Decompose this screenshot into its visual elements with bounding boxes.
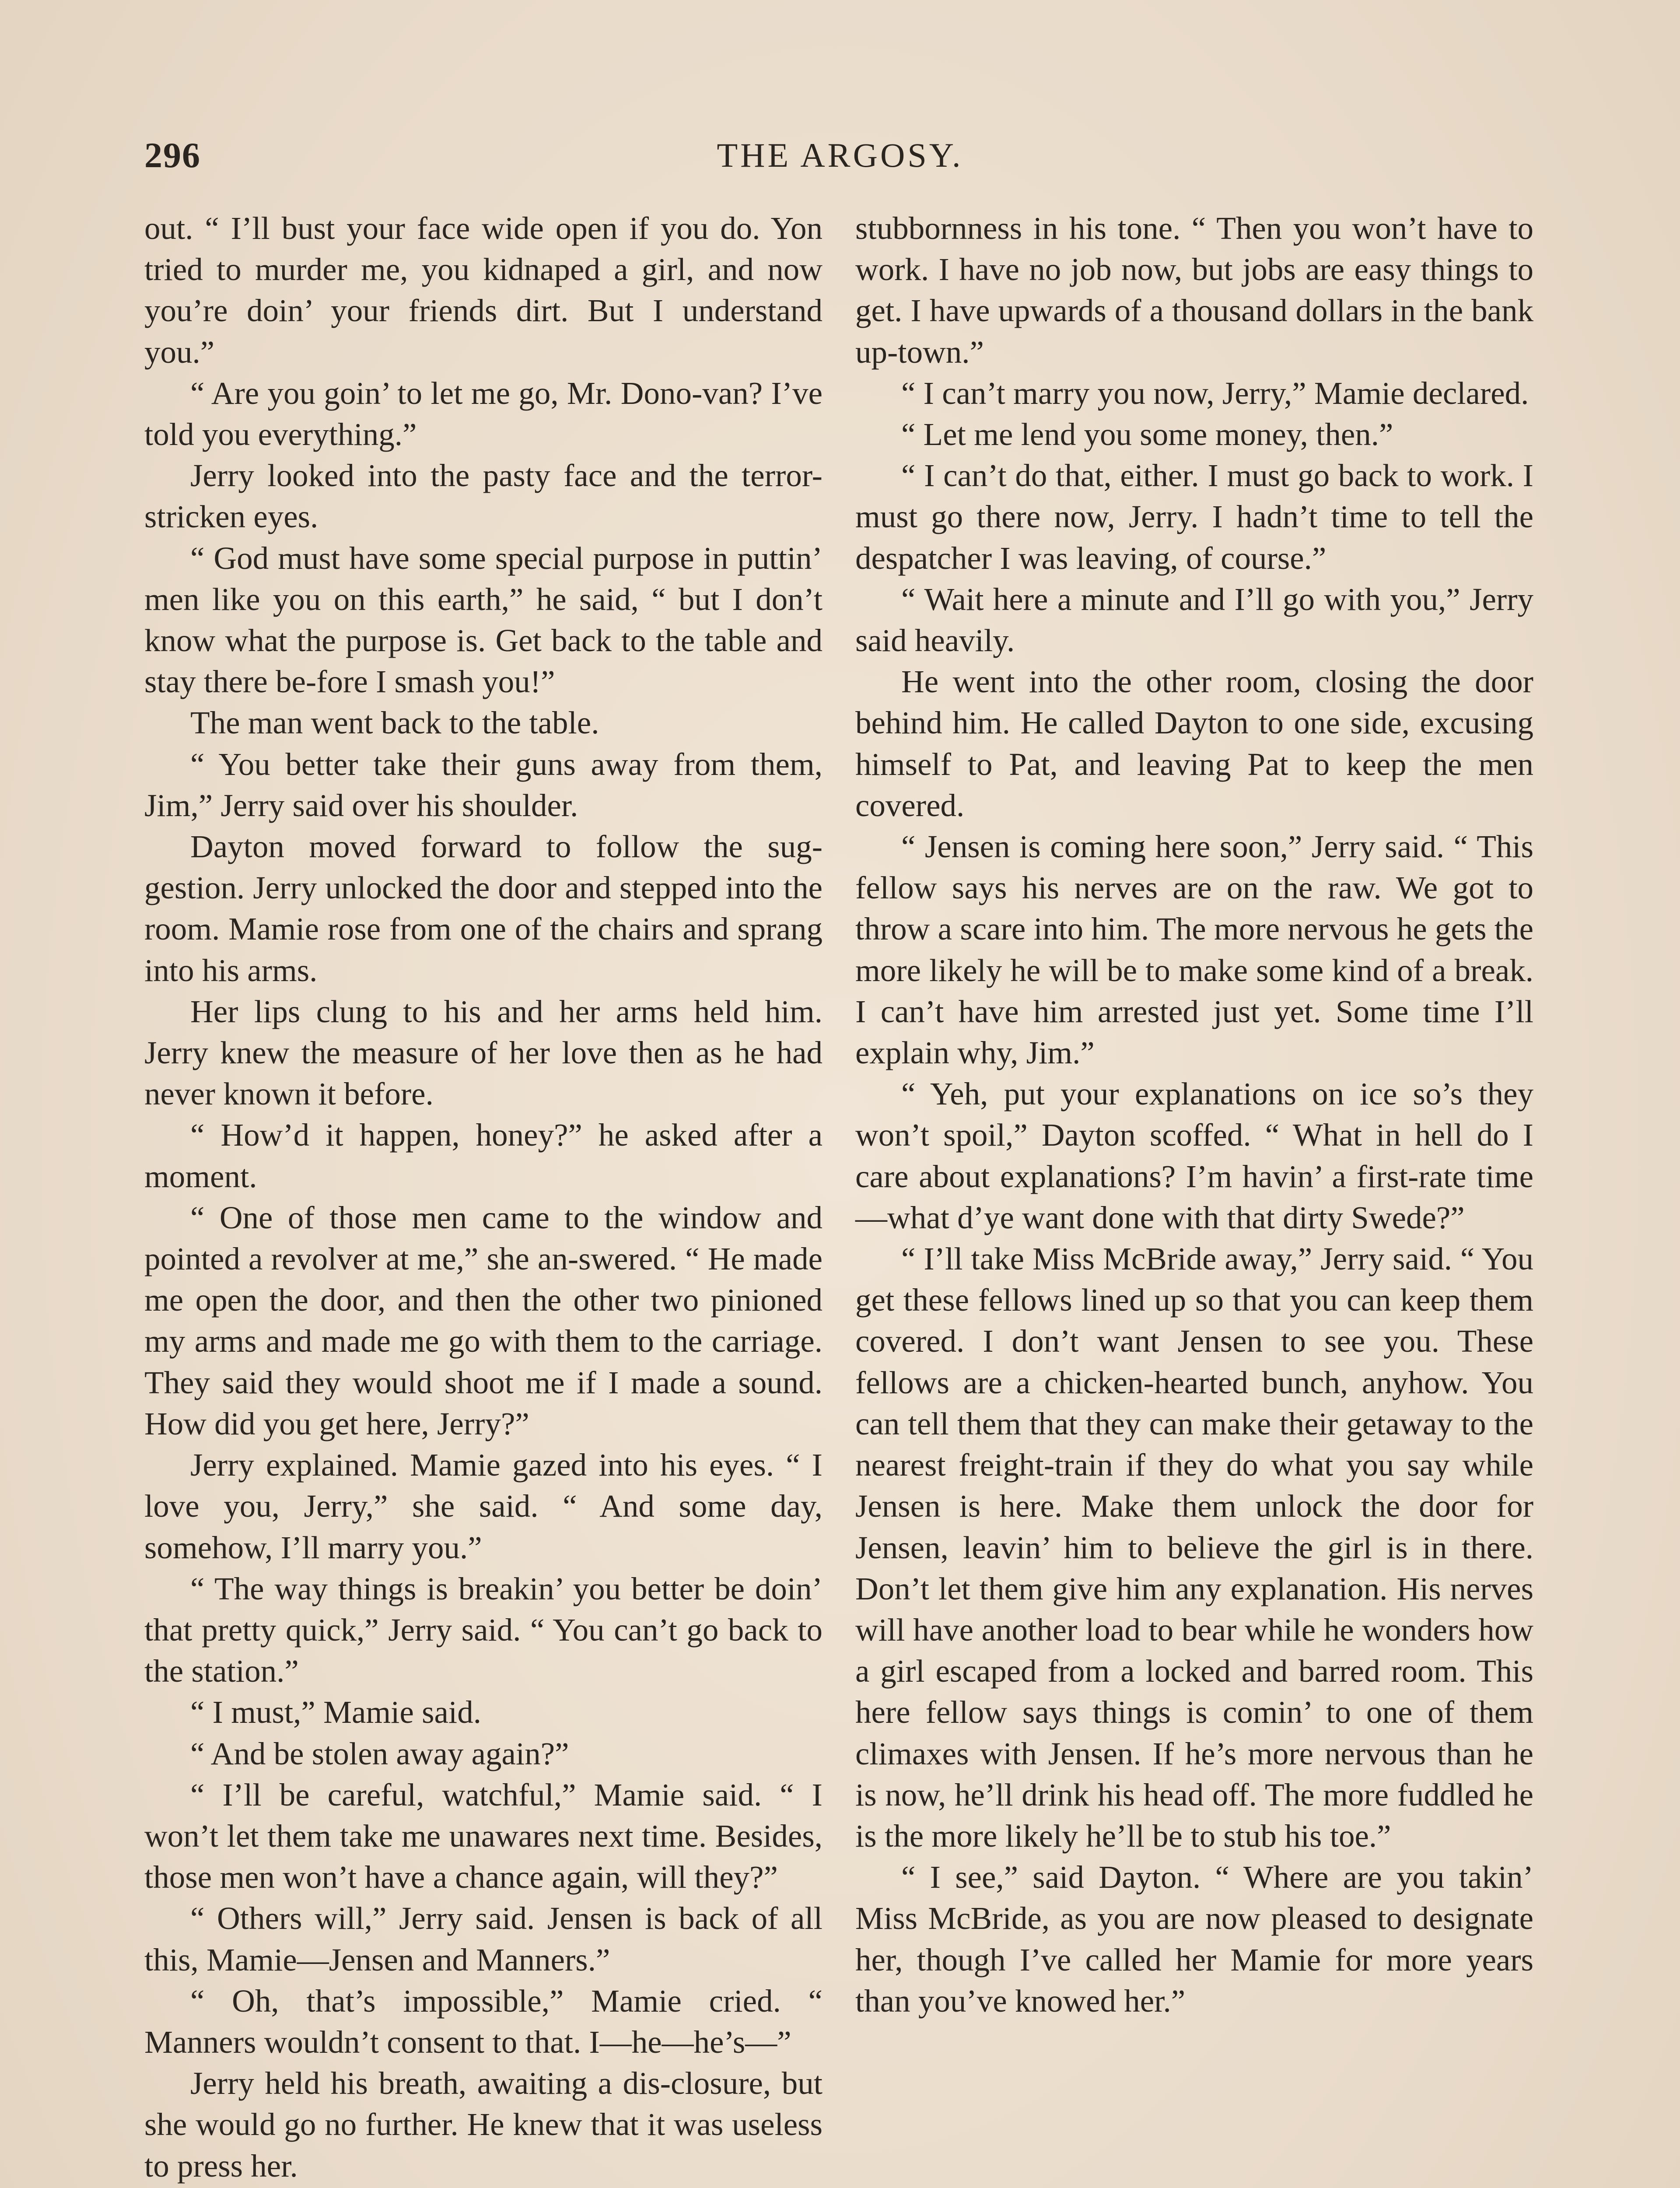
paragraph: Jerry held his breath, awaiting a dis-closure, but she would go no further. He knew that it was useless to press her.	[144, 2065, 822, 2184]
paragraph: out. “ I’ll bust your face wide open if you do. Yon tried to murder me, you kidnaped a girl, and now you’re doin’ your friends dirt. But I understand you.”	[144, 210, 822, 370]
paragraph: “ I must,” Mamie said.	[190, 1694, 481, 1730]
paragraph: The man went back to the table.	[190, 705, 599, 741]
right-column	[855, 208, 1533, 2022]
paragraph: “ Jensen is coming here soon,” Jerry said. “ This fellow says his nerves are on the raw. We got to throw a scare into him. The more nervous he gets the more likely he will be to make some kind of a break. I can’t have him arrested just yet. Some time I’ll explain why, Jim.”	[855, 829, 1533, 1071]
paragraph: “ Others will,” Jerry said. Jensen is back of all this, Mamie—Jensen and Manners.”	[144, 1900, 822, 1978]
paragraph: “ I can’t do that, either. I must go back to work. I must go there now, Jerry. I hadn’t time to tell the despatcher I was leaving, of course.”	[855, 458, 1533, 576]
paragraph: “ I can’t marry you now, Jerry,” Mamie declared.	[901, 375, 1529, 411]
paragraph: Her lips clung to his and her arms held him. Jerry knew the measure of her love then as he had never known it before.	[144, 993, 822, 1112]
paragraph: “ You better take their guns away from them, Jim,” Jerry said over his shoulder.	[144, 746, 822, 823]
paragraph: “ Let me lend you some money, then.”	[901, 417, 1393, 452]
paragraph: “ How’d it happen, honey?” he asked after a moment.	[144, 1117, 822, 1194]
left-column	[144, 208, 822, 2188]
magazine-title: THE ARGOSY.	[717, 136, 963, 174]
paragraph: Jerry looked into the pasty face and the terror-stricken eyes.	[144, 458, 822, 535]
paragraph: “ I’ll be careful, watchful,” Mamie said. “ I won’t let them take me unawares next time. Besides, those men won’t have a chance again, will they?”	[144, 1777, 822, 1895]
paragraph: “ Wait here a minute and I’ll go with you,” Jerry said heavily.	[855, 581, 1533, 659]
page-number: 296	[144, 135, 201, 175]
paragraph: “ I’ll take Miss McBride away,” Jerry said. “ You get these fellows lined up so that you can keep them covered. I don’t want Jensen to see you. These fellows are a chicken-hearted bunch, anyhow. You can tell them that they can make their getaway to the nearest freight-train if they do what you say while Jensen is here. Make them unlock the door for Jensen, leavin’ him to believe the girl is in there. Don’t let them give him any explanation. His nerves will have another load to bear while he wonders how a girl escaped from a locked and barred room. This here fellow says things is comin’ to one of them climaxes with Jensen. If he’s more nervous than he is now, he’ll drink his head off. The more fuddled he is the more likely he’ll be to stub his toe.”	[855, 1241, 1533, 1854]
paragraph: Jerry explained. Mamie gazed into his eyes. “ I love you, Jerry,” she said. “ And some day, somehow, I’ll marry you.”	[144, 1447, 822, 1565]
paragraph: “ Are you goin’ to let me go, Mr. Dono-van? I’ve told you everything.”	[144, 375, 822, 452]
paragraph: “ Oh, that’s impossible,” Mamie cried. “ Manners wouldn’t consent to that. I—he—he’s—”	[144, 1983, 822, 2060]
paragraph: “ God must have some special purpose in puttin’ men like you on this earth,” he said, “ but I don’t know what the purpose is. Get back to the table and stay there be-fore I smash you!”	[144, 540, 822, 700]
paragraph: “ I see,” said Dayton. “ Where are you takin’ Miss McBride, as you are now pleased to designate her, though I’ve called her Mamie for more years than you’ve knowed her.”	[855, 1859, 1533, 2019]
running-head	[144, 131, 1536, 179]
paragraph: “ One of those men came to the window and pointed a revolver at me,” she an-swered. “ He made me open the door, and then the other two pinioned my arms and made me go with them to the carriage. They said they would shoot me if I made a sound. How did you get here, Jerry?”	[144, 1199, 822, 1441]
paragraph: stubbornness in his tone. “ Then you won’t have to work. I have no job now, but jobs are easy things to get. I have upwards of a thousand dollars in the bank up-town.”	[855, 210, 1533, 370]
paragraph: “ And be stolen away again?”	[190, 1736, 569, 1771]
paragraph: “ Yeh, put your explanations on ice so’s they won’t spoil,” Dayton scoffed. “ What in hell do I care about explanations? I’m havin’ a first-rate time—what d’ye want done with that dirty Swede?”	[855, 1076, 1533, 1235]
paragraph: He went into the other room, closing the door behind him. He called Dayton to one side, excusing himself to Pat, and leaving Pat to keep the men covered.	[855, 664, 1533, 823]
paragraph: “ The way things is breakin’ you better be doin’ that pretty quick,” Jerry said. “ You can’t go back to the station.”	[144, 1571, 822, 1689]
paragraph: Dayton moved forward to follow the sug-gestion. Jerry unlocked the door and stepped into the room. Mamie rose from one of the chairs and sprang into his arms.	[144, 829, 822, 988]
